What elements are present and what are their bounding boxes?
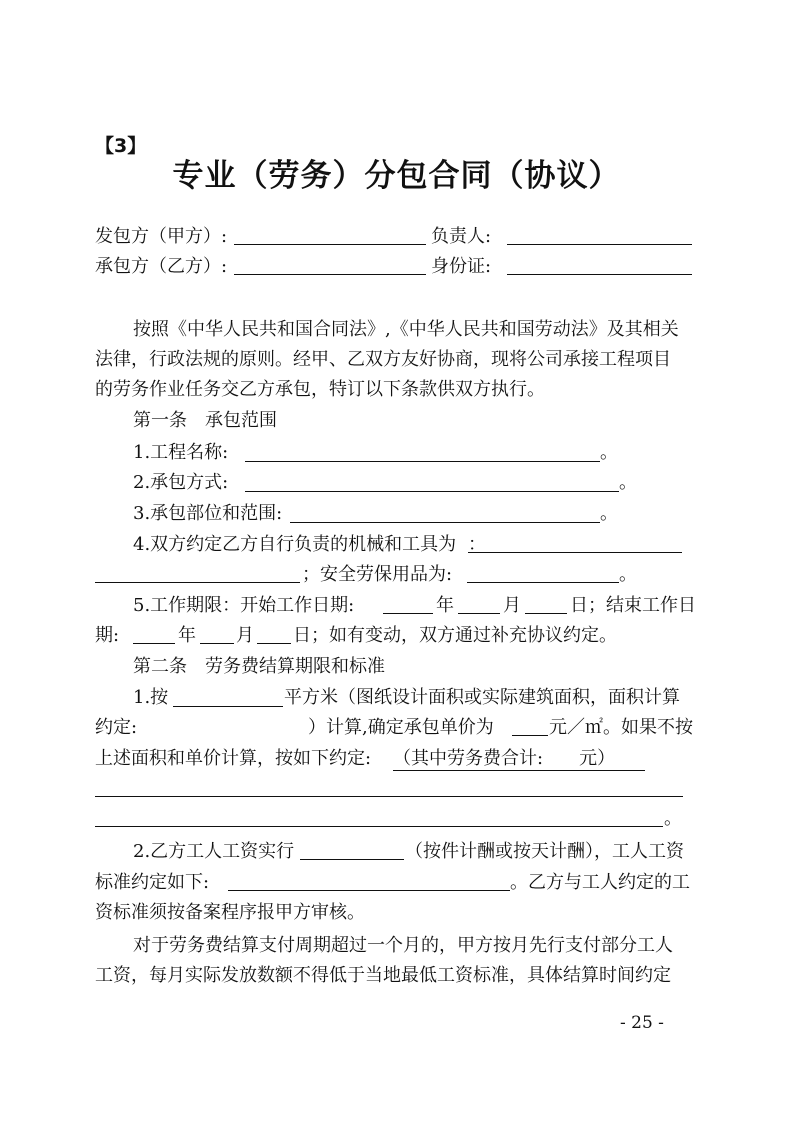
tools-colon: ： <box>468 534 486 555</box>
period-mark: 。 <box>619 564 637 585</box>
unit-price-label: ）计算,确定承包单价为 <box>308 717 494 738</box>
area-basis-text: 平方米（图纸设计面积或实际建筑面积，面积计算 <box>284 687 680 708</box>
party-a-label: 发包方（甲方）: <box>95 226 228 247</box>
wage-standard-label: 标准约定如下: <box>95 872 210 893</box>
wage-method-text: （按件计酬或按天计酬），工人工资 <box>405 841 684 862</box>
work-period-label: 5.工作期限：开始工作日期: <box>133 595 355 616</box>
area-calc-label: 约定: <box>95 717 138 738</box>
principal-blank <box>507 244 692 245</box>
payment-para-line-2: 工资，每月实际发放数额不得低于当地最低工资标准，具体结算时间约定 <box>95 965 671 986</box>
wage-method-label: 2.乙方工人工资实行 <box>133 841 295 862</box>
end-month-blank <box>200 643 234 644</box>
agreement-blank-line-2 <box>95 826 663 827</box>
month-label: 月 <box>236 625 254 646</box>
wage-method-blank <box>300 859 404 860</box>
start-month-blank <box>458 613 500 614</box>
period-mark: 。 <box>600 503 618 524</box>
labor-fee-total: （其中劳务费合计: 元） <box>393 748 645 771</box>
principal-label: 负责人: <box>431 226 492 247</box>
unit-price-suffix: 元／㎡。如果不按 <box>549 717 693 738</box>
tools-blank-continued <box>95 582 300 583</box>
tools-blank <box>468 552 682 553</box>
year-label: 年 <box>436 595 454 616</box>
party-a-blank <box>234 244 426 245</box>
end-date-prefix: 期: <box>95 625 120 646</box>
id-card-label: 身份证: <box>431 256 492 277</box>
tools-label: 4.双方约定乙方自行负责的机械和工具为 <box>133 534 457 555</box>
article-2-title: 第二条 劳务费结算期限和标准 <box>133 656 385 677</box>
contract-method-blank <box>245 491 619 492</box>
payment-para-line-1: 对于劳务费结算支付周期超过一个月的，甲方按月先行支付部分工人 <box>133 935 673 956</box>
period-mark: 。 <box>619 472 637 493</box>
id-card-blank <box>507 274 692 275</box>
alternate-agreement-label: 上述面积和单价计算，按如下约定: <box>95 748 372 769</box>
intro-line-3: 的劳务作业任务交乙方承包，特订以下条款供双方执行。 <box>95 379 545 400</box>
intro-line-2: 法律，行政法规的原则。经甲、乙双方友好协商，现将公司承接工程项目 <box>95 349 671 370</box>
document-title: 专业（劳务）分包合同（协议） <box>172 158 621 194</box>
wage-review-text: 资标准须按备案程序报甲方审核。 <box>95 902 365 923</box>
safety-supplies-blank <box>467 582 619 583</box>
party-b-label: 承包方（乙方）: <box>95 256 228 277</box>
agreement-blank-line-1 <box>95 796 683 797</box>
intro-line-1: 按照《中华人民共和国合同法》,《中华人民共和国劳动法》及其相关 <box>133 319 679 340</box>
unit-price-blank <box>512 735 548 736</box>
end-year-blank <box>133 643 175 644</box>
start-day-blank <box>525 613 567 614</box>
period-mark: 。 <box>600 442 618 463</box>
end-date-label: 日；结束工作日 <box>570 595 696 616</box>
area-basis-prefix: 1.按 <box>133 687 169 708</box>
article-1-title: 第一条 承包范围 <box>133 410 277 431</box>
contract-method-label: 2.承包方式: <box>133 472 229 493</box>
year-label: 年 <box>178 625 196 646</box>
period-mark: 。 <box>664 808 682 829</box>
scope-label: 3.承包部位和范围: <box>133 503 283 524</box>
start-year-blank <box>383 613 433 614</box>
end-day-blank <box>257 643 291 644</box>
wage-standard-text: 。乙方与工人约定的工 <box>510 872 690 893</box>
project-name-label: 1.工程名称: <box>133 442 229 463</box>
area-blank <box>173 706 283 707</box>
project-name-blank <box>245 461 600 462</box>
month-label: 月 <box>503 595 521 616</box>
party-b-blank <box>234 274 426 275</box>
safety-supplies-label: ；安全劳保用品为: <box>302 564 453 585</box>
page-number: - 25 - <box>620 1013 664 1033</box>
scope-blank <box>290 522 600 523</box>
document-number-label: 【3】 <box>95 135 147 157</box>
change-agreement-text: 日；如有变动，双方通过补充协议约定。 <box>293 625 617 646</box>
wage-standard-blank <box>228 890 510 891</box>
